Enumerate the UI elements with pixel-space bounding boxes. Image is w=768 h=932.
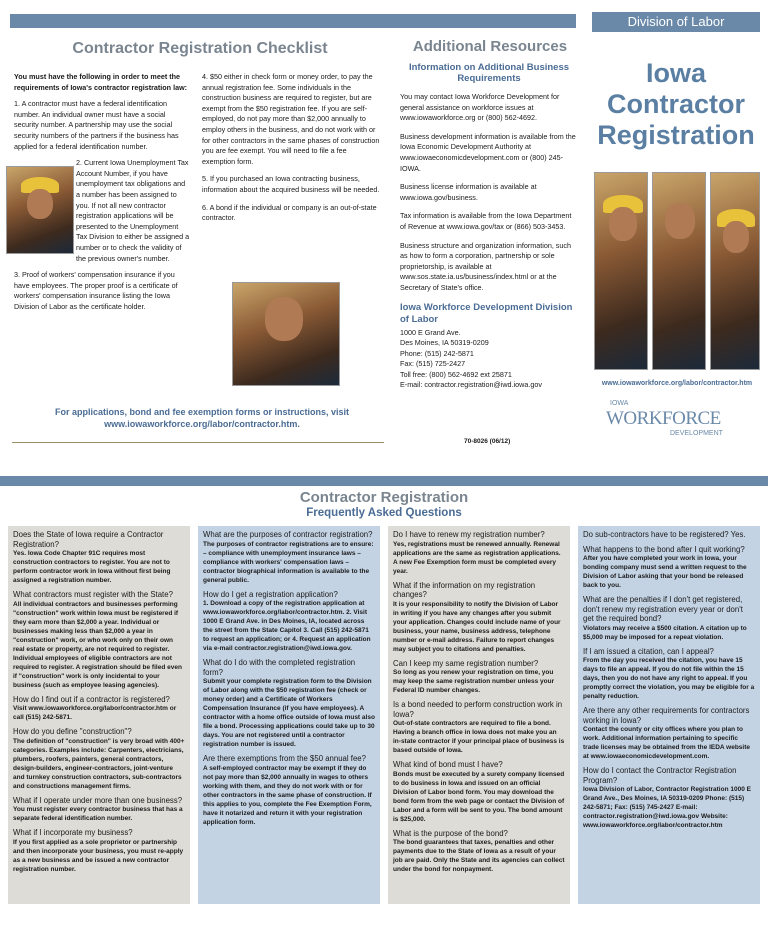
checklist-item-1: 1. A contractor must have a federal identification number. An individual owner must have a social security number. A partnership may use the social security numbers of the partners if the business has applied for a federal identification number.	[14, 99, 179, 151]
contact-address-1: 1000 E Grand Ave.	[400, 327, 461, 337]
division-banner: Division of Labor	[592, 12, 760, 32]
contact-phone: Phone: (515) 242-5871	[400, 348, 474, 358]
faq-answer: Out-of-state contractors are required to file a bond. Having a branch office in Iowa does not make you an in-state contractor if your principal place of business is based outside of Iowa.	[393, 720, 565, 754]
photo-contractor-left	[6, 166, 74, 254]
faq-question: How do I get a registration application?	[203, 589, 338, 599]
faq-question: What if the information on my registration changes?	[393, 580, 536, 599]
logo-workforce-text: WORKFORCE	[606, 408, 721, 429]
faq-answer: You must register every contractor business that has a separate federal identification number.	[13, 806, 183, 822]
contact-org: Iowa Workforce Development Division of Labor	[400, 301, 573, 325]
faq-question: How do you define "construction"?	[13, 727, 132, 736]
checklist-item-2: 2. Current Iowa Unemployment Tax Account Number, if you have unemployment tax obligations and a number has been assigned to you. If not all new contractor registration applications will be presented to the Unemployment Tax Division to either be assigned a number or to check the validity of the previous owner's number.	[76, 158, 190, 263]
faq-title: Contractor Registration	[299, 489, 469, 506]
checklist-title: Contractor Registration Checklist	[72, 40, 328, 57]
cover-title-line-2: Contractor	[606, 89, 745, 119]
cover-photo-2	[652, 172, 706, 370]
cover-title-line-1: Iowa	[645, 58, 706, 88]
faq-answer: It is your responsibility to notify the Division of Labor in writing if you have any changes after you submit your application. Changes could include name of your business, your name, business address, telephone number or e-mail address. Failure to report changes may subject you to citations and penalties.	[393, 600, 561, 653]
contact-email: E-mail: contractor.registration@iwd.iowa.gov	[400, 380, 542, 390]
faq-answer: A self-employed contractor may be exempt if they do not pay more than $2,000 annually in wages to others working with them, and they do not work with or for other contractors in the same phase of construction. If this applies to you, complete the Fee Exemption Form, have it notarized and return it with your registration application form.	[203, 764, 372, 826]
faq-answer: Yes. Iowa Code Chapter 91C requires most construction contractors to register. You are not to perform contractor work in Iowa without first being assigned a registration number.	[13, 550, 171, 584]
faq-question: If I am issued a citation, can I appeal?	[583, 646, 714, 656]
photo-contractor-middle	[232, 282, 340, 386]
faq-answer: Submit your complete registration form to the Division of Labor along with the $50 registration fee (check or money order) and a Certificate of Workers Compensation Insurance (if you have employees). A contractor with a home office outside of Iowa must also file a bond. Processing applications could take up to 30 days. You are not registered until a contractor registration number is issued.	[203, 678, 375, 748]
faq-question: Is a bond needed to perform construction work in Iowa?	[393, 700, 563, 719]
faq-column-2	[198, 526, 380, 904]
faq-answer: 1. Download a copy of the registration application at www.iowaworkforce.org/labor/contractor.htm. 2. Visit 1000 E Grand Ave. in Des Moines, IA, located across the street from the State Capitol 3. Call (515) 242-5871 to request an application; or 4. Request an application via e-mail contractor.registration@iwd.iowa.gov.	[203, 600, 371, 652]
resources-title: Additional Resources	[412, 38, 568, 55]
logo-iowa-text: IOWA	[610, 400, 629, 407]
resource-workforce: You may contact Iowa Workforce Development for general assistance on workforce issues at www.iowaworkforce.org or (800) 562-4692.	[400, 92, 560, 123]
faq-question: How do I contact the Contractor Registration Program?	[583, 766, 737, 785]
faq-answer: The definition of "construction" is very broad with 400+ categories. Examples include: Carpenters, electricians, plumbers, roofers, painters, general contractors, design-builders, engineer-contractors, joint-venture and turnkey construction contractors, sub-contractors and constructions management firms.	[13, 737, 185, 790]
cover-title-line-3: Registration	[597, 120, 755, 150]
faq-answer: If you first applied as a sole proprietor or partnership and then incorporate your business, you must re-apply as a new business and be issued a new contractor registration number.	[13, 838, 184, 873]
checklist-column-middle	[202, 72, 380, 231]
resource-economic: Business development information is available from the Iowa Economic Development Authority at www.iowaeconomicdevelopment.com or (800) 245-IOWA.	[400, 131, 576, 173]
contact-address-2: Des Moines, IA 50319-0209	[400, 338, 489, 348]
faq-answer: Iowa Division of Labor, Contractor Registration 1000 E Grand Ave., Des Moines, IA 50319-0209 Phone: (515) 242-5871; Fax: (515) 745-2427 E-mail: contractor.registration@iwd.iowa.gov Website: www.iowaworkforce.org/labor/contractor.htm	[583, 786, 751, 829]
faq-question: What contractors must register with the State?	[13, 590, 173, 599]
header-bar	[10, 14, 576, 28]
form-code: 70-8026 (06/12)	[464, 438, 511, 445]
cover-photo-1	[594, 172, 648, 370]
checklist-item-3: 3. Proof of workers' compensation insurance if you have employees. The proper proof is a certificate of workers' compensation insurance listing the Iowa Division of Labor as the certificate holder.	[14, 270, 178, 311]
faq-answer: After you have completed your work in Iowa, your bonding company must send a written request to the Division of Labor asking that your bond be released back to you.	[583, 555, 747, 589]
faq-question: Does the State of Iowa require a Contractor Registration?	[13, 530, 164, 549]
resources-column	[400, 62, 578, 391]
faq-answer: Visit www.iowaworkforce.org/labor/contractor.htm or call (515) 242-5871.	[13, 705, 177, 721]
checklist-item-4: 4. $50 either in check form or money order, to pay the annual registration fee. Some individuals in the construction business are required to register, but are exempt from the $50 registration fee. If you are self-employed, do not pay more than $2,000 annually to employ others in the business, and do not work with or for other contractors in the same phases of construction you are fee exempt. You will need to file a fee exemption form.	[202, 72, 380, 166]
faq-column-3	[388, 526, 570, 904]
faq-answer: So long as you renew your registration on time, you may keep the same registration number unless your Federal ID number changes.	[393, 669, 555, 694]
faq-question: Do sub-contractors have to be registered? Yes.	[583, 530, 746, 539]
divider	[12, 442, 384, 443]
cover-url[interactable]: www.iowaworkforce.org/labor/contractor.htm	[601, 380, 753, 387]
faq-question: What if I operate under more than one business?	[13, 795, 183, 805]
checklist-item-6: 6. A bond if the individual or company is an out-of-state contractor.	[202, 202, 377, 223]
logo-development-text: DEVELOPMENT	[670, 430, 723, 437]
faq-subtitle: Frequently Asked Questions	[306, 507, 462, 519]
faq-answer: Contact the county or city offices where you plan to work. Additional information pertaining to specific trade licenses may be obtained from the IEDA website at www.iowaeconomicdevelopment.com.	[583, 726, 751, 760]
resource-structure: Business structure and organization information, such as how to form a corporation, partnership or sole proprietorship, is available at www.sos.state.ia.us/business/index.html or at the Secretary of State's office.	[400, 240, 571, 292]
faq-question: What if I incorporate my business?	[13, 828, 133, 837]
faq-question: What is the purpose of the bond?	[393, 828, 508, 838]
faq-column-1	[8, 526, 190, 904]
faq-answer: Bonds must be executed by a surety company licensed to do business in Iowa and issued on an official Division of Labor bond form. You may download the bond form from the web page or contact the Division of Labor and a form will be sent to you. The bond amount is $25,000.	[393, 770, 565, 823]
contact-tollfree: Toll free: (800) 562-4692 ext 25871	[400, 369, 512, 379]
faq-answer: All individual contractors and businesses performing "construction" work within Iowa must be registered if they earn more than $2,000 a year. Individual or businesses making less than $2,000 a year in "construction" work, or who work only on their own real estate or property, are not required to register. Individual employees of eligible contractors are not required to register. A registration should be filed even if "construction" work is only incidental to your business (such as employee leasing agencies).	[13, 600, 182, 689]
checklist-lead: You must have the following in order to meet the requirements of Iowa's contractor registration law:	[14, 72, 188, 92]
faq-answer: From the day you received the citation, you have 15 days to file an appeal. If you do not file within the 15 days, then you do not have any right to appeal. If you promptly correct the violation, you may be eligible for a penalty reduction.	[583, 657, 755, 700]
faq-question: Can I keep my same registration number?	[393, 658, 539, 668]
faq-answer: Yes, registrations must be renewed annually. Renewal applications are the same as registration applications. A new Fee Exemption form must be completed every year.	[393, 540, 561, 575]
faq-question: What do I do with the completed registration form?	[203, 658, 356, 677]
faq-question: Are there exemptions from the $50 annual fee?	[203, 754, 366, 763]
faq-question: What kind of bond must I have?	[393, 760, 503, 769]
faq-question: What happens to the bond after I quit working?	[583, 544, 745, 554]
resource-license: Business license information is available at www.iowa.gov/business.	[400, 182, 537, 202]
cover-photo-3	[710, 172, 760, 370]
cover-title	[594, 58, 758, 151]
faq-question: What are the penalties if I don't get registered, don't renew my registration every year or don't get the required bond?	[583, 595, 743, 623]
apply-note: For applications, bond and fee exemption forms or instructions, visit www.iowaworkforce.org/labor/contractor.htm.	[54, 407, 350, 429]
faq-answer: The purposes of contractor registrations are to ensure: – compliance with unemployment insurance laws – compliance with workers' compensation laws – contractor biographical information is available to the general public.	[203, 540, 374, 584]
faq-answer: Violators may receive a $500 citation. A citation up to $5,000 may be imposed for a repeat violation.	[583, 624, 747, 641]
faq-question: Do I have to renew my registration number?	[393, 530, 545, 539]
faq-answer: The bond guarantees that taxes, penalties and other payments due to the State of Iowa as a result of your job are paid. Only the State and its agencies can collect under the bond for nonpayment.	[393, 839, 565, 873]
faq-question: What are the purposes of contractor registration?	[203, 530, 373, 539]
faq-question: How do I find out if a contractor is registered?	[13, 694, 170, 704]
faq-column-4	[578, 526, 760, 904]
resource-tax: Tax information is available from the Iowa Department of Revenue at www.iowa.gov/tax or (866) 503-3453.	[400, 211, 572, 231]
contact-fax: Fax: (515) 725-2427	[400, 359, 466, 369]
fold-bar	[0, 476, 768, 486]
checklist-item-5: 5. If you purchased an Iowa contracting business, information about the acquired business will be needed.	[202, 174, 380, 194]
faq-question: Are there any other requirements for contractors working in Iowa?	[583, 706, 750, 725]
resources-subtitle: Information on Additional Business Requirements	[408, 62, 570, 84]
